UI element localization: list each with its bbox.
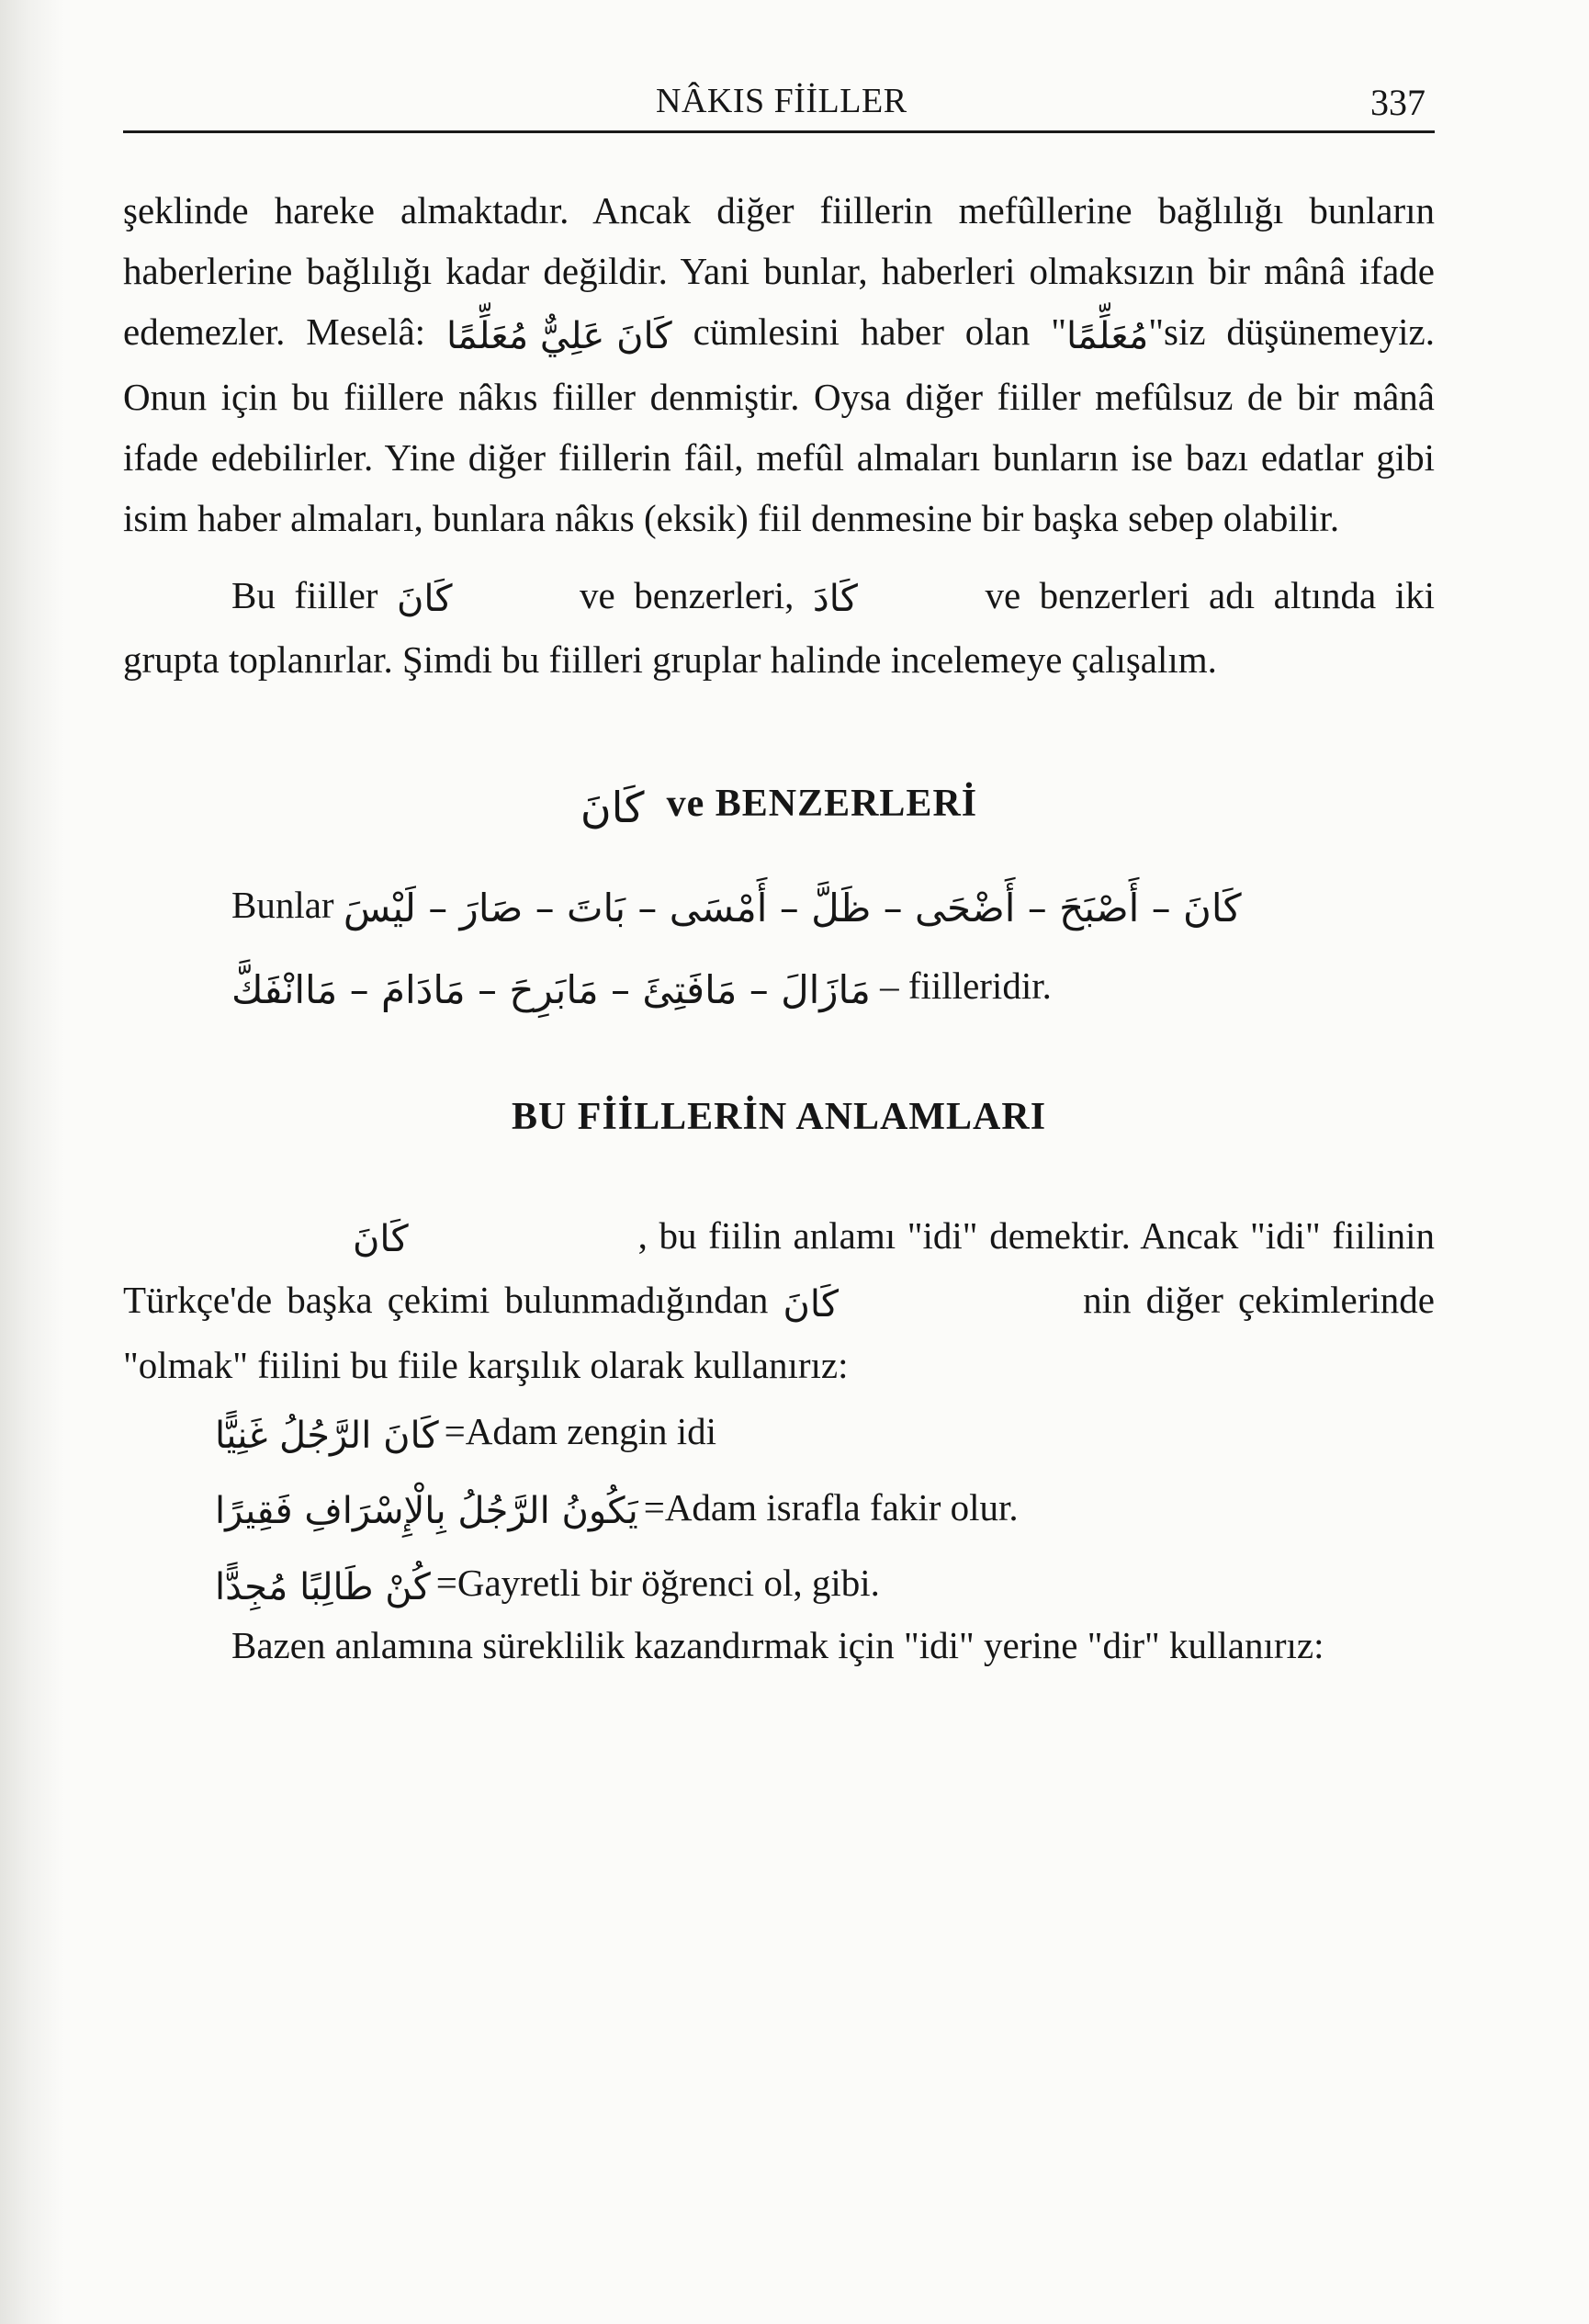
arabic-word: كَانَ bbox=[783, 1282, 840, 1326]
paragraph-text: cümlesini haber olan " bbox=[671, 310, 1066, 353]
section-heading-meanings: BU FİİLLERİN ANLAMLARI bbox=[511, 1095, 1047, 1138]
arabic-verb-list: كَانَ – أَصْبَحَ – أَضْحَى – ظَلَّ – أَمْسَى – بَاتَ – صَارَ – لَيْسَ bbox=[343, 886, 1242, 931]
arabic-example-sentence: كَانَ عَلِيٌّ مُعَلِّمًا bbox=[445, 314, 672, 357]
example-line bbox=[215, 1472, 1435, 1548]
paragraph-text: "siz düşünemeyiz. Onun için bu fiillere nâkıs fiiller denmiştir. Oysa diğer fiiller mefûlsuz de bir mânâ ifade edebilirler. Yine diğer fiillerin fâil, mefûl almaları bunların ise bazı edatlar gibi isim haber almaları, bunlara nâkıs (eksik) fiil denmesine bir başka sebep olabilir. bbox=[123, 310, 1435, 539]
scan-shadow-edge bbox=[0, 0, 64, 2324]
paragraph-meaning bbox=[123, 1205, 1435, 1395]
spacer bbox=[123, 829, 1435, 866]
example-translation: =Adam israfla fakir olur. bbox=[643, 1485, 1019, 1529]
heading-arabic: كَانَ bbox=[580, 782, 645, 832]
arabic-word: كَانَ bbox=[396, 578, 453, 621]
paragraph-continuity: Bazen anlamına süreklilik kazandırmak için "idi" yerine "dir" kullanırız: bbox=[231, 1623, 1324, 1666]
running-title: NÂKIS FİİLLER bbox=[656, 82, 907, 120]
example-line bbox=[215, 1395, 1435, 1472]
paragraph-text: nin diğer çekimlerinde "olmak" fiilini bu fiile karşılık olarak kullanırız: bbox=[123, 1279, 1435, 1386]
verb-list bbox=[231, 866, 1435, 1029]
arabic-example: كُنْ طَالِبًا مُجِدًّا bbox=[215, 1565, 431, 1608]
example-list bbox=[215, 1395, 1435, 1623]
arabic-verb-list: مَازَالَ – مَافَتِئَ – مَابَرِحَ – مَادَامَ – مَاانْفَكَّ bbox=[231, 966, 871, 1012]
example-translation: =Adam zengin idi bbox=[444, 1409, 717, 1452]
page-body bbox=[123, 180, 1435, 1667]
verb-list-line bbox=[231, 947, 1435, 1029]
arabic-word: كَادَ bbox=[812, 578, 858, 621]
verb-list-line bbox=[231, 866, 1435, 948]
example-line bbox=[215, 1547, 1435, 1623]
running-header bbox=[123, 81, 1435, 136]
example-translation: =Gayretli bir öğrenci ol, gibi. bbox=[435, 1562, 880, 1605]
paragraph-text: Bu fiiller bbox=[231, 573, 397, 616]
spacer bbox=[123, 1029, 1435, 1095]
arabic-example: يَكُونُ الرَّجُلُ بِالْإِسْرَافِ فَقِيرًا bbox=[215, 1490, 638, 1533]
heading-text: ve BENZERLERİ bbox=[666, 783, 978, 826]
verb-list-suffix: – fiilleridir. bbox=[880, 965, 1052, 1008]
spacer bbox=[123, 548, 1435, 565]
arabic-example: كَانَ الرَّجُلُ غَنِيًّا bbox=[215, 1414, 439, 1457]
verb-list-label: Bunlar bbox=[231, 883, 334, 926]
page-number: 337 bbox=[1370, 82, 1426, 123]
paragraph-groups bbox=[123, 565, 1435, 691]
section-heading-kane bbox=[123, 782, 1435, 832]
spacer bbox=[123, 1139, 1435, 1205]
paragraph-text: , bu fiilin anlamı "idi" demektir. Ancak "idi" fiilinin Türkçe'de başka çekimi bulunmadığından bbox=[123, 1213, 1435, 1322]
header-rule bbox=[123, 130, 1435, 133]
paragraph-text: ve benzerleri adı altında iki grupta toplanırlar. Şimdi bu fiilleri gruplar halinde incelemeye çalışalım. bbox=[123, 573, 1436, 682]
paragraph-text: şeklinde hareke almaktadır. Ancak diğer fiillerin mefûllerine bağlılığı bunların haberlerine bağlılığı kadar değildir. Yani bunlar, haberleri olmaksızın bir mânâ ifade edemezler. Meselâ: bbox=[123, 189, 1435, 353]
spacer bbox=[123, 690, 1435, 782]
arabic-word: كَانَ bbox=[353, 1218, 409, 1261]
arabic-word: مُعَلِّمًا bbox=[1065, 314, 1149, 357]
paragraph-intro bbox=[123, 180, 1435, 548]
paragraph-text: ve benzerleri, bbox=[560, 573, 813, 616]
